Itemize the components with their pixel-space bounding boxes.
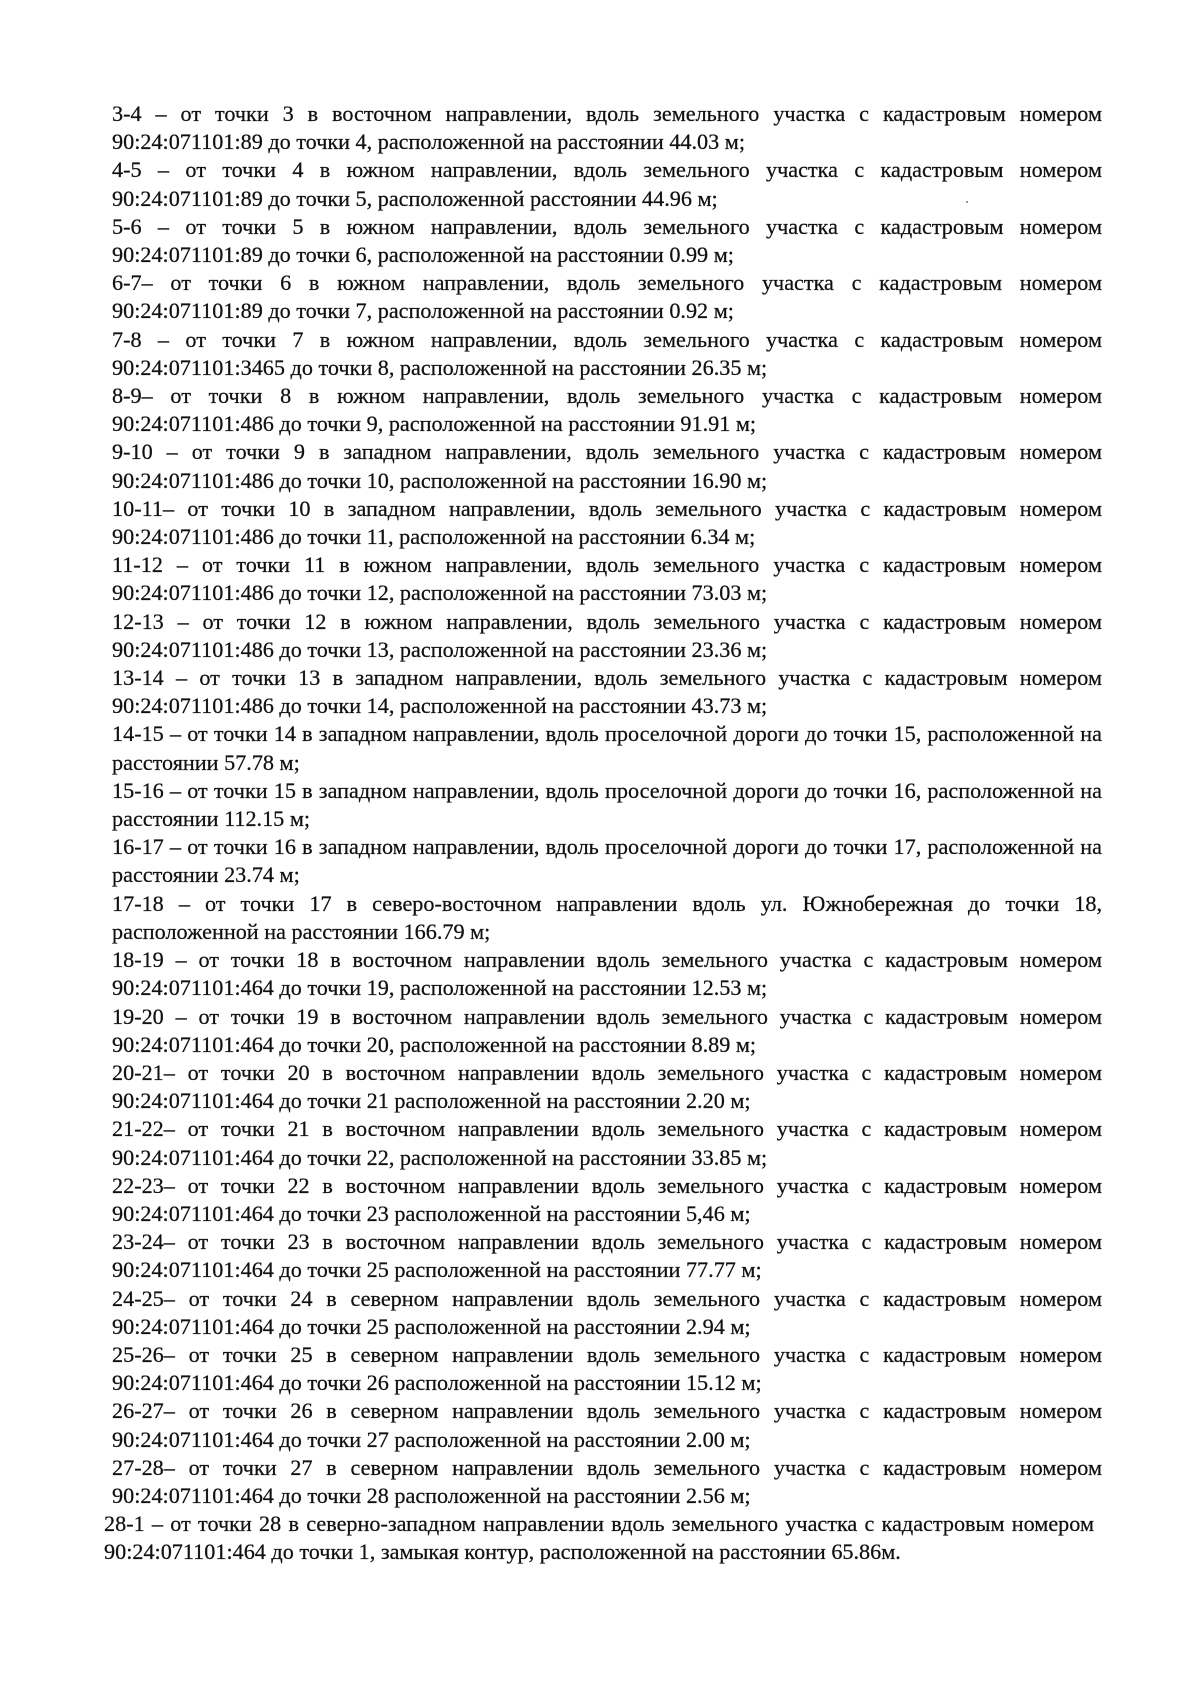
boundary-segment-22-23: 22-23– от точки 22 в восточном направлении вдоль земельного участка с кадастровым номером 90:24:071101:464 до точки 23 расположенной на расстоянии 5,46 м; (112, 1172, 1102, 1226)
boundary-segment-13-14: 13-14 – от точки 13 в западном направлении, вдоль земельного участка с кадастровым номером 90:24:071101:486 до точки 14, расположенной на расстоянии 43.73 м; (112, 665, 1102, 719)
boundary-segment-11-12: 11-12 – от точки 11 в южном направлении, вдоль земельного участка с кадастровым номером 90:24:071101:486 до точки 12, расположенной на расстоянии 73.03 м; (112, 552, 1102, 606)
boundary-segment-10-11: 10-11– от точки 10 в западном направлении, вдоль земельного участка с кадастровым номером 90:24:071101:486 до точки 11, расположенной на расстоянии 6.34 м; (112, 495, 1102, 550)
boundary-segment-9-10: 9-10 – от точки 9 в западном направлении, вдоль земельного участка с кадастровым номером 90:24:071101:486 до точки 10, расположенной на расстоянии 16.90 м; (112, 439, 1102, 493)
boundary-segment-21-22: 21-22– от точки 21 в восточном направлении вдоль земельного участка с кадастровым номером 90:24:071101:464 до точки 22, расположенной на расстоянии 33.85 м; (112, 1116, 1102, 1170)
boundary-segment-28-1: 28-1 – от точки 28 в северно-западном направлении вдоль земельного участка с кадастровым номером 90:24:071101:464 до точки 1, замыкая контур, расположенной на расстоянии 65.86м. (104, 1511, 1094, 1565)
boundary-segment-6-7: 6-7– от точки 6 в южном направлении, вдоль земельного участка с кадастровым номером 90:24:071101:89 до точки 7, расположенной на расстоянии 0.92 м; (112, 270, 1102, 324)
scan-speck (966, 201, 968, 203)
boundary-segment-27-28: 27-28– от точки 27 в северном направлении вдоль земельного участка с кадастровым номером 90:24:071101:464 до точки 28 расположенной на расстоянии 2.56 м; (112, 1454, 1102, 1508)
boundary-segment-15-16: 15-16 – от точки 15 в западном направлении, вдоль проселочной дороги до точки 16, расположенной на расстоянии 112.15 м; (112, 777, 1102, 832)
boundary-segment-18-19: 18-19 – от точки 18 в восточном направлении вдоль земельного участка с кадастровым номером 90:24:071101:464 до точки 19, расположенной на расстоянии 12.53 м; (112, 947, 1102, 1001)
boundary-segment-19-20: 19-20 – от точки 19 в восточном направлении вдоль земельного участка с кадастровым номером 90:24:071101:464 до точки 20, расположенной на расстоянии 8.89 м; (112, 1003, 1102, 1057)
boundary-description-list (104, 100, 1102, 1567)
boundary-segment-8-9: 8-9– от точки 8 в южном направлении, вдоль земельного участка с кадастровым номером 90:24:071101:486 до точки 9, расположенной на расстоянии 91.91 м; (112, 383, 1102, 437)
boundary-segment-26-27: 26-27– от точки 26 в северном направлении вдоль земельного участка с кадастровым номером 90:24:071101:464 до точки 27 расположенной на расстоянии 2.00 м; (112, 1398, 1102, 1452)
boundary-segment-23-24: 23-24– от точки 23 в восточном направлении вдоль земельного участка с кадастровым номером 90:24:071101:464 до точки 25 расположенной на расстоянии 77.77 м; (112, 1229, 1102, 1283)
boundary-segment-3-4: 3-4 – от точки 3 в восточном направлении, вдоль земельного участка с кадастровым номером 90:24:071101:89 до точки 4, расположенной на расстоянии 44.03 м; (112, 101, 1102, 155)
boundary-segment-25-26: 25-26– от точки 25 в северном направлении вдоль земельного участка с кадастровым номером 90:24:071101:464 до точки 26 расположенной на расстоянии 15.12 м; (112, 1341, 1102, 1396)
boundary-segment-17-18: 17-18 – от точки 17 в северо-восточном направлении вдоль ул. Южнобережная до точки 18, расположенной на расстоянии 166.79 м; (112, 890, 1102, 944)
boundary-segment-7-8: 7-8 – от точки 7 в южном направлении, вдоль земельного участка с кадастровым номером 90:24:071101:3465 до точки 8, расположенной на расстоянии 26.35 м; (112, 326, 1102, 380)
boundary-segment-16-17: 16-17 – от точки 16 в западном направлении, вдоль проселочной дороги до точки 17, расположенной на расстоянии 23.74 м; (112, 834, 1102, 888)
boundary-segment-12-13: 12-13 – от точки 12 в южном направлении, вдоль земельного участка с кадастровым номером 90:24:071101:486 до точки 13, расположенной на расстоянии 23.36 м; (112, 608, 1102, 662)
boundary-segment-14-15: 14-15 – от точки 14 в западном направлении, вдоль проселочной дороги до точки 15, расположенной на расстоянии 57.78 м; (112, 721, 1102, 775)
boundary-segment-20-21: 20-21– от точки 20 в восточном направлении вдоль земельного участка с кадастровым номером 90:24:071101:464 до точки 21 расположенной на расстоянии 2.20 м; (112, 1059, 1102, 1114)
boundary-segment-4-5: 4-5 – от точки 4 в южном направлении, вдоль земельного участка с кадастровым номером 90:24:071101:89 до точки 5, расположенной расстоянии 44.96 м; (112, 157, 1102, 211)
boundary-segment-24-25: 24-25– от точки 24 в северном направлении вдоль земельного участка с кадастровым номером 90:24:071101:464 до точки 25 расположенной на расстоянии 2.94 м; (112, 1285, 1102, 1339)
boundary-segment-5-6: 5-6 – от точки 5 в южном направлении, вдоль земельного участка с кадастровым номером 90:24:071101:89 до точки 6, расположенной на расстоянии 0.99 м; (112, 213, 1102, 268)
